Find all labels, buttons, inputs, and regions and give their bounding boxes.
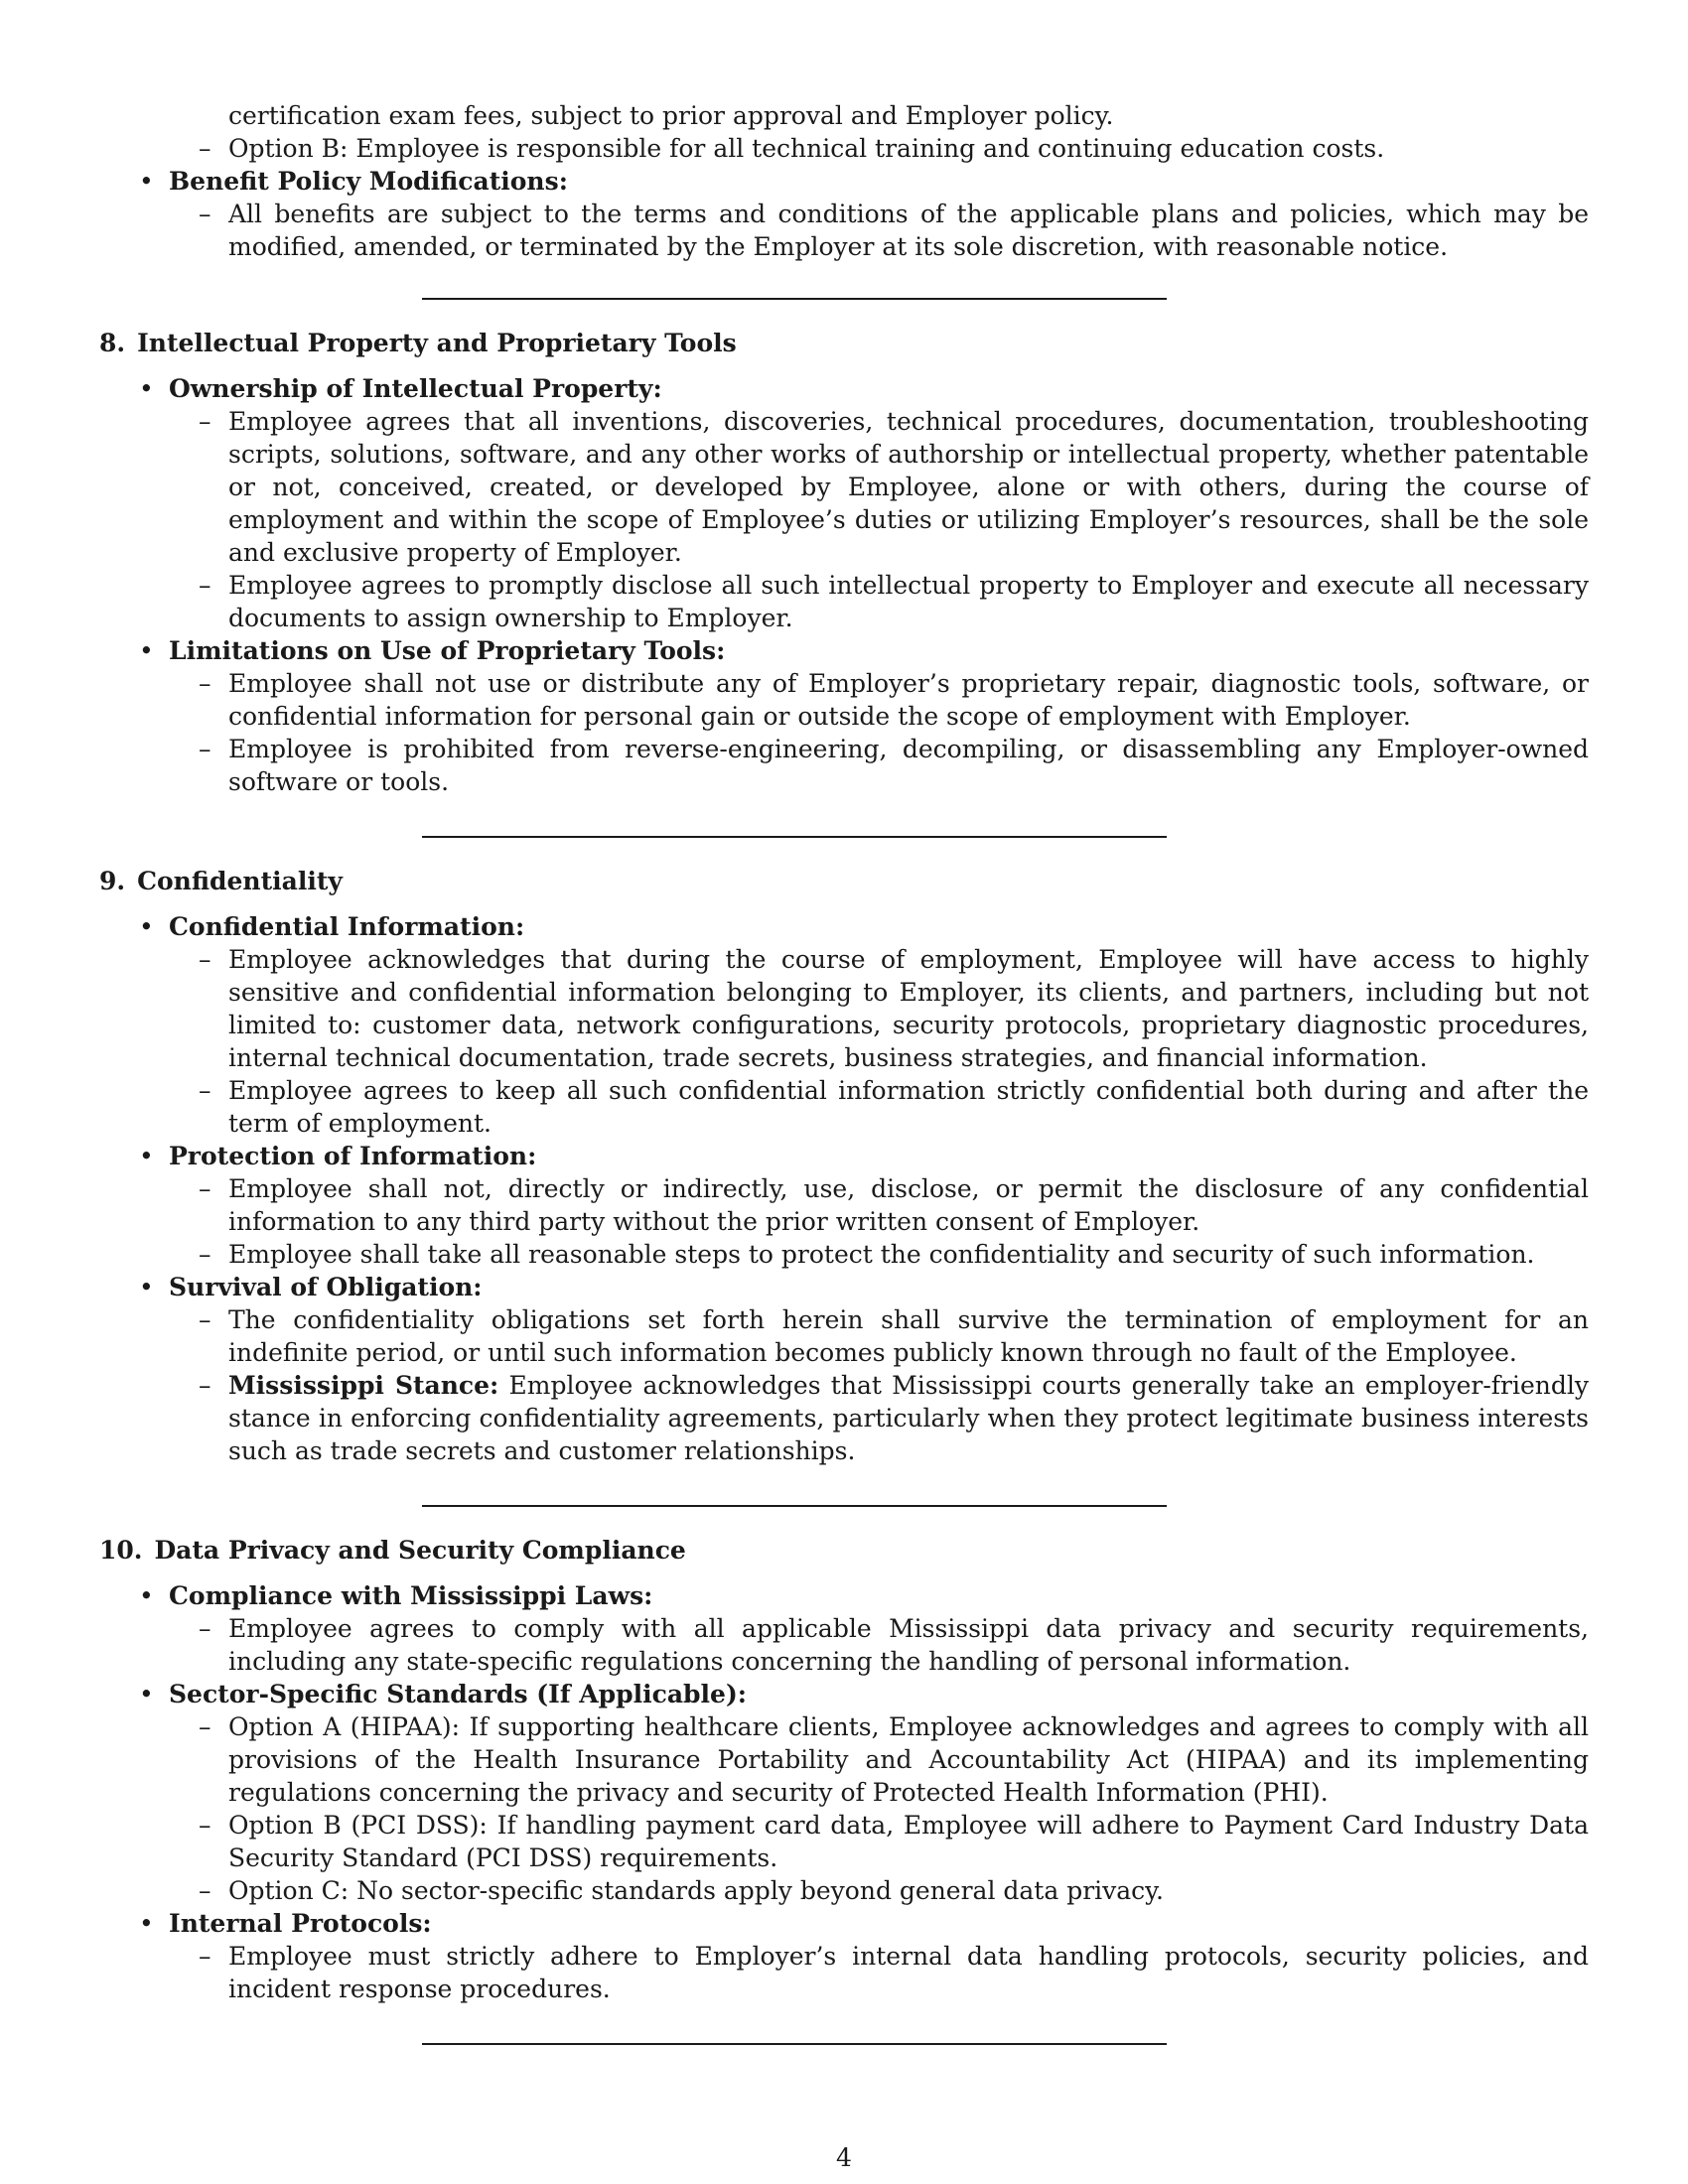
list-item xyxy=(99,1579,1589,1678)
section-9 xyxy=(99,865,1589,1467)
sub-list xyxy=(99,1710,1589,1907)
item-label: Benefit Policy Modifications: xyxy=(169,167,568,196)
section-divider xyxy=(422,836,1167,838)
list-item xyxy=(99,1140,1589,1271)
section-heading xyxy=(99,865,1589,897)
sub-list xyxy=(99,667,1589,798)
sub-item: – Employee agrees to keep all such confidential information strictly confidential both during and after the term of employment. xyxy=(99,1074,1589,1140)
section-title: Data Privacy and Security Compliance xyxy=(154,1536,686,1565)
section-number: 10. xyxy=(99,1536,143,1565)
sub-item: – Employee is prohibited from reverse-engineering, decompiling, or disassembling any Employer-owned software or tools. xyxy=(99,733,1589,798)
sub-list xyxy=(99,1612,1589,1678)
item-label: Ownership of Intellectual Property: xyxy=(169,374,662,403)
inline-text: Employee acknowledges that Mississippi courts generally take an employer-friendly stance in enforcing confidentiality agreements, particularly when they protect legitimate business interests such as trade secrets and customer relationships. xyxy=(228,1371,1589,1465)
sub-item: – Employee agrees to comply with all applicable Mississippi data privacy and security requirements, including any state-specific regulations concerning the handling of personal information. xyxy=(99,1612,1589,1678)
item-label: Confidential Information: xyxy=(169,912,525,941)
section-title: Confidentiality xyxy=(137,867,343,895)
section-number: 8. xyxy=(99,329,126,357)
bullet-list xyxy=(99,165,1589,263)
section-8 xyxy=(99,327,1589,798)
item-label: Limitations on Use of Proprietary Tools: xyxy=(169,636,726,665)
section-heading xyxy=(99,1534,1589,1567)
sub-list xyxy=(99,943,1589,1140)
section-divider xyxy=(422,1505,1167,1507)
list-item xyxy=(99,165,1589,263)
sub-list xyxy=(169,99,1589,132)
section-number: 9. xyxy=(99,867,126,895)
bullet-list xyxy=(99,372,1589,798)
item-label: Survival of Obligation: xyxy=(169,1273,483,1301)
sub-item: – Employee must strictly adhere to Employer’s internal data handling protocols, security policies, and incident response procedures. xyxy=(99,1940,1589,2005)
sub-item: – Option C: No sector-specific standards apply beyond general data privacy. xyxy=(99,1874,1589,1907)
sub-item: – The confidentiality obligations set forth herein shall survive the termination of employment for an indefinite period, or until such information becomes publicly known through no fault of the Employee. xyxy=(99,1303,1589,1369)
section-divider xyxy=(422,298,1167,300)
sub-item-continued: certification exam fees, subject to prior approval and Employer policy. xyxy=(228,101,1114,130)
list-item xyxy=(99,1907,1589,2005)
section-divider xyxy=(422,2043,1167,2045)
section-heading xyxy=(99,327,1589,359)
inline-bold-label: Mississippi Stance: xyxy=(228,1371,499,1400)
list-item xyxy=(99,99,1589,165)
list-item xyxy=(99,1271,1589,1467)
sub-list xyxy=(99,132,1589,165)
continuation-block xyxy=(99,99,1589,263)
item-label: Protection of Information: xyxy=(169,1142,537,1170)
sub-item-emphasis xyxy=(99,1369,1589,1467)
sub-item: – Employee shall not, directly or indirectly, use, disclose, or permit the disclosure of any confidential information to any third party without the prior written consent of Employer. xyxy=(99,1172,1589,1238)
sub-list xyxy=(99,405,1589,634)
sub-list xyxy=(99,1940,1589,2005)
sub-list xyxy=(99,1172,1589,1271)
item-label: Internal Protocols: xyxy=(169,1909,432,1938)
sub-item: – Employee shall not use or distribute any of Employer’s proprietary repair, diagnostic tools, software, or confidential information for personal gain or outside the scope of employment with Employer. xyxy=(99,667,1589,733)
list-item xyxy=(99,372,1589,634)
section-10 xyxy=(99,1534,1589,2005)
sub-list xyxy=(99,1303,1589,1467)
bullet-list xyxy=(99,99,1589,165)
sub-item: – Option B (PCI DSS): If handling payment card data, Employee will adhere to Payment Card Industry Data Security Standard (PCI DSS) requirements. xyxy=(99,1809,1589,1874)
bullet-list xyxy=(99,1579,1589,2005)
sub-item: – Option A (HIPAA): If supporting healthcare clients, Employee acknowledges and agrees to comply with all provisions of the Health Insurance Portability and Accountability Act (HIPAA) and its implementing regulations concerning the privacy and security of Protected Health Information (PHI). xyxy=(99,1710,1589,1809)
sub-item: – All benefits are subject to the terms and conditions of the applicable plans and policies, which may be modified, amended, or terminated by the Employer at its sole discretion, with reasonable notice. xyxy=(99,198,1589,263)
sub-item: – Employee acknowledges that during the course of employment, Employee will have access to highly sensitive and confidential information belonging to Employer, its clients, and partners, including but not limited to: customer data, network configurations, security protocols, proprietary diagnostic procedures, internal technical documentation, trade secrets, business strategies, and financial information. xyxy=(99,943,1589,1074)
list-item xyxy=(99,634,1589,798)
sub-item: – Option B: Employee is responsible for all technical training and continuing education costs. xyxy=(99,132,1589,165)
item-label: Compliance with Mississippi Laws: xyxy=(169,1581,653,1610)
item-label: Sector-Specific Standards (If Applicable): xyxy=(169,1680,747,1708)
bullet-list xyxy=(99,910,1589,1467)
sub-list xyxy=(99,198,1589,263)
list-item xyxy=(99,910,1589,1140)
document-body xyxy=(99,99,1589,2045)
sub-item: – Employee agrees to promptly disclose all such intellectual property to Employer and execute all necessary documents to assign ownership to Employer. xyxy=(99,569,1589,634)
list-item xyxy=(99,1678,1589,1907)
section-title: Intellectual Property and Proprietary Tools xyxy=(137,329,737,357)
page-number: 4 xyxy=(836,2143,852,2172)
sub-item: – Employee shall take all reasonable steps to protect the confidentiality and security of such information. xyxy=(99,1238,1589,1271)
sub-item: – Employee agrees that all inventions, discoveries, technical procedures, documentation, troubleshooting scripts, solutions, software, and any other works of authorship or intellectual property, whether patentable or not, conceived, created, or developed by Employee, alone or with others, during the course of employment and within the scope of Employee’s duties or utilizing Employer’s resources, shall be the sole and exclusive property of Employer. xyxy=(99,405,1589,569)
